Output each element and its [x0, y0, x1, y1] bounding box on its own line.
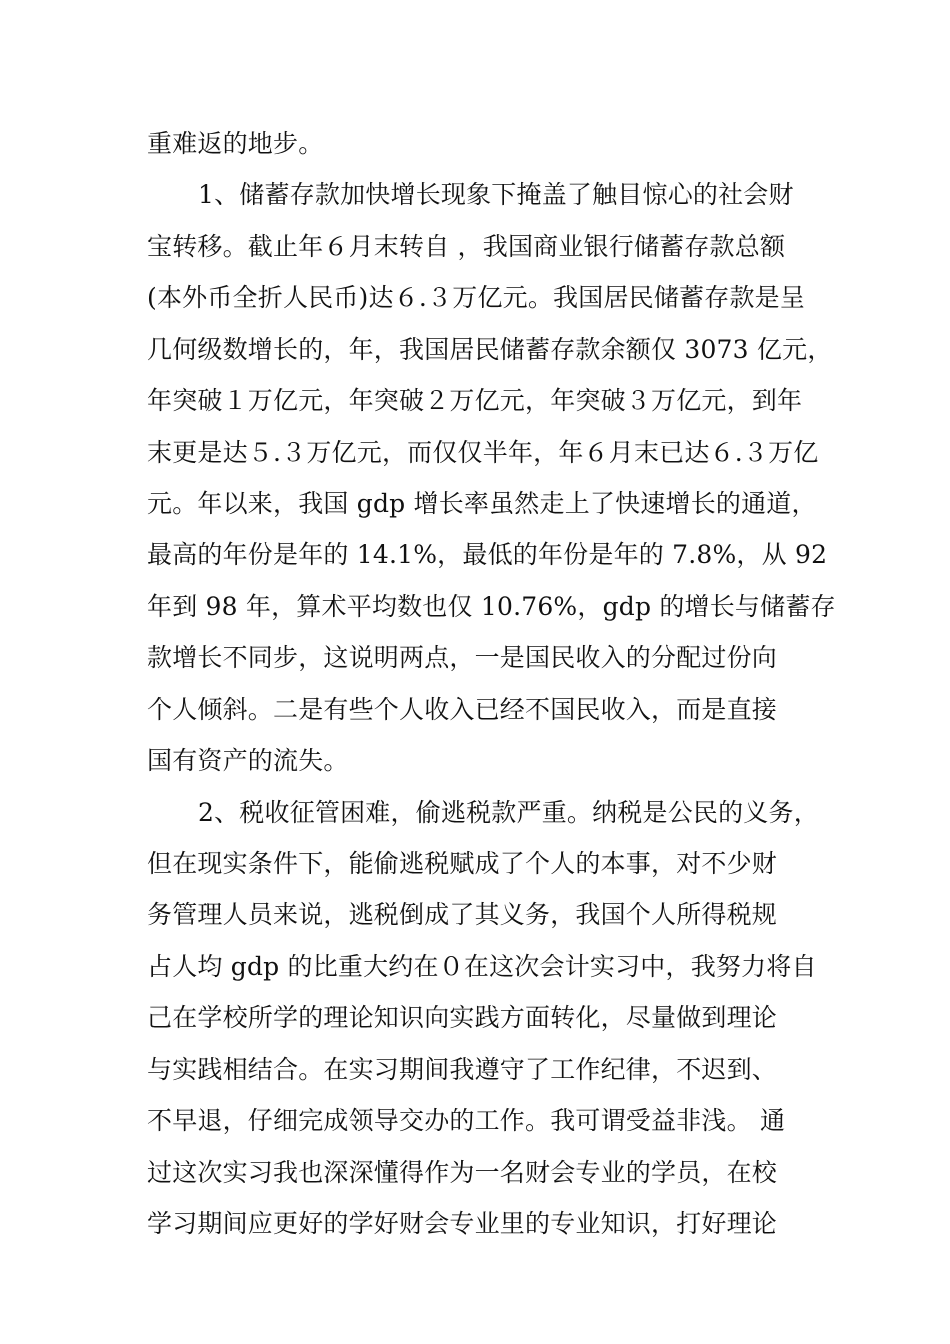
paragraph-start-line: 2、税收征管困难，偷逃税款严重。纳税是公民的义务， — [198, 798, 819, 827]
text-line: 与实践相结合。在实习期间我遵守了工作纪律，不迟到、 — [147, 1055, 778, 1084]
text-line: 不早退，仔细完成领导交办的工作。我可谓受益非浅。 通 — [147, 1106, 786, 1135]
text-line: 学习期间应更好的学好财会专业里的专业知识，打好理论 — [147, 1209, 778, 1238]
text-line: 年到 98 年，算术平均数也仅 10.76%，gdp 的增长与储蓄存 — [147, 592, 836, 621]
text-line: 最高的年份是年的 14.1%，最低的年份是年的 7.8%，从 92 — [147, 540, 828, 569]
text-line: 款增长不同步，这说明两点，一是国民收入的分配过份向 — [147, 643, 778, 672]
paragraph-start-line: 1、储蓄存款加快增长现象下掩盖了触目惊心的社会财 — [198, 180, 794, 209]
text-line: 己在学校所学的理论知识向实践方面转化，尽量做到理论 — [147, 1003, 778, 1032]
text-line: 务管理人员来说，逃税倒成了其义务，我国个人所得税规 — [147, 900, 778, 929]
text-line: 宝转移。截止年６月末转自 ，我国商业银行储蓄存款总额 — [147, 232, 786, 261]
text-line: 几何级数增长的，年，我国居民储蓄存款余额仅 3073 亿元， — [147, 335, 833, 364]
text-line: 占人均 gdp 的比重大约在０在这次会计实习中，我努力将自 — [147, 952, 817, 981]
text-line: 国有资产的流失。 — [147, 746, 349, 775]
text-line: 重难返的地步。 — [147, 129, 324, 158]
text-line: 年突破１万亿元，年突破２万亿元，年突破３万亿元，到年 — [147, 386, 803, 415]
text-line: 元。年以来，我国 gdp 增长率虽然走上了快速增长的通道， — [147, 489, 817, 518]
text-line: 末更是达５.３万亿元，而仅仅半年，年６月末已达６.３万亿 — [147, 438, 819, 467]
text-line: 过这次实习我也深深懂得作为一名财会专业的学员，在校 — [147, 1158, 778, 1187]
text-line: 个人倾斜。二是有些个人收入已经不国民收入，而是直接 — [147, 695, 778, 724]
text-line: 但在现实条件下，能偷逃税赋成了个人的本事，对不少财 — [147, 849, 778, 878]
text-line: (本外币全折人民币)达６.３万亿元。我国居民储蓄存款是呈 — [147, 283, 806, 312]
